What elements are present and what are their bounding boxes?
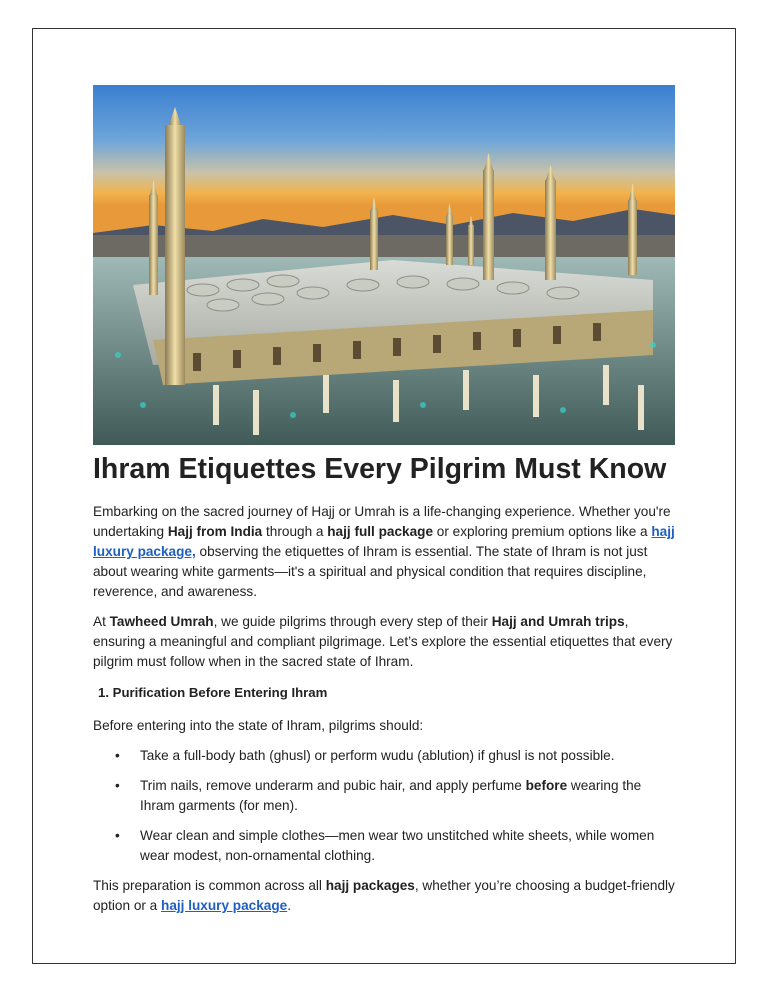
list-item: • Take a full-body bath (ghusl) or perform wudu (ablution) if ghusl is not possible. <box>93 746 675 766</box>
list-item: • Trim nails, remove underarm and pubic hair, and apply perfume before wearing the Ihram garments (for men). <box>115 778 642 813</box>
intro-paragraph: Embarking on the sacred journey of Hajj or Umrah is a life-changing experience. Whether you're undertaking Hajj from India through a hajj full package or exploring premium options like a hajj luxury package, observing the etiquettes of Ihram is essential. The state of Ihram is not just about wearing white garments—it's a spiritual and physical condition that requires discipline, reverence, and awareness. <box>93 504 675 599</box>
company-paragraph: At Tawheed Umrah, we guide pilgrims through every step of their Hajj and Umrah trips, ensuring a meaningful and compliant pilgrimage. Let’s explore the essential etiquettes that every pilgrim must follow when in the sacred state of Ihram. <box>93 614 673 669</box>
closing-paragraph: This preparation is common across all hajj packages, whether you’re choosing a budget-friendly option or a hajj luxury package. <box>93 878 675 913</box>
section-heading-purification: 1. Purification Before Entering Ihram <box>98 685 328 700</box>
bullet-icon: • <box>115 778 120 793</box>
purification-list <box>93 746 675 866</box>
mosque-photo <box>93 85 675 445</box>
article-title: Ihram Etiquettes Every Pilgrim Must Know <box>93 453 667 485</box>
list-item: • Wear clean and simple clothes—men wear two unstitched white sheets, while women wear modest, non-ornamental clothing. <box>115 828 655 863</box>
bullet-icon: • <box>115 828 120 843</box>
hajj-luxury-package-link[interactable]: hajj luxury package, <box>93 524 675 559</box>
bullet-icon: • <box>115 748 120 763</box>
section-lead: Before entering into the state of Ihram, pilgrims should: <box>93 718 424 733</box>
hajj-luxury-package-link-2[interactable]: hajj luxury package <box>161 898 288 913</box>
